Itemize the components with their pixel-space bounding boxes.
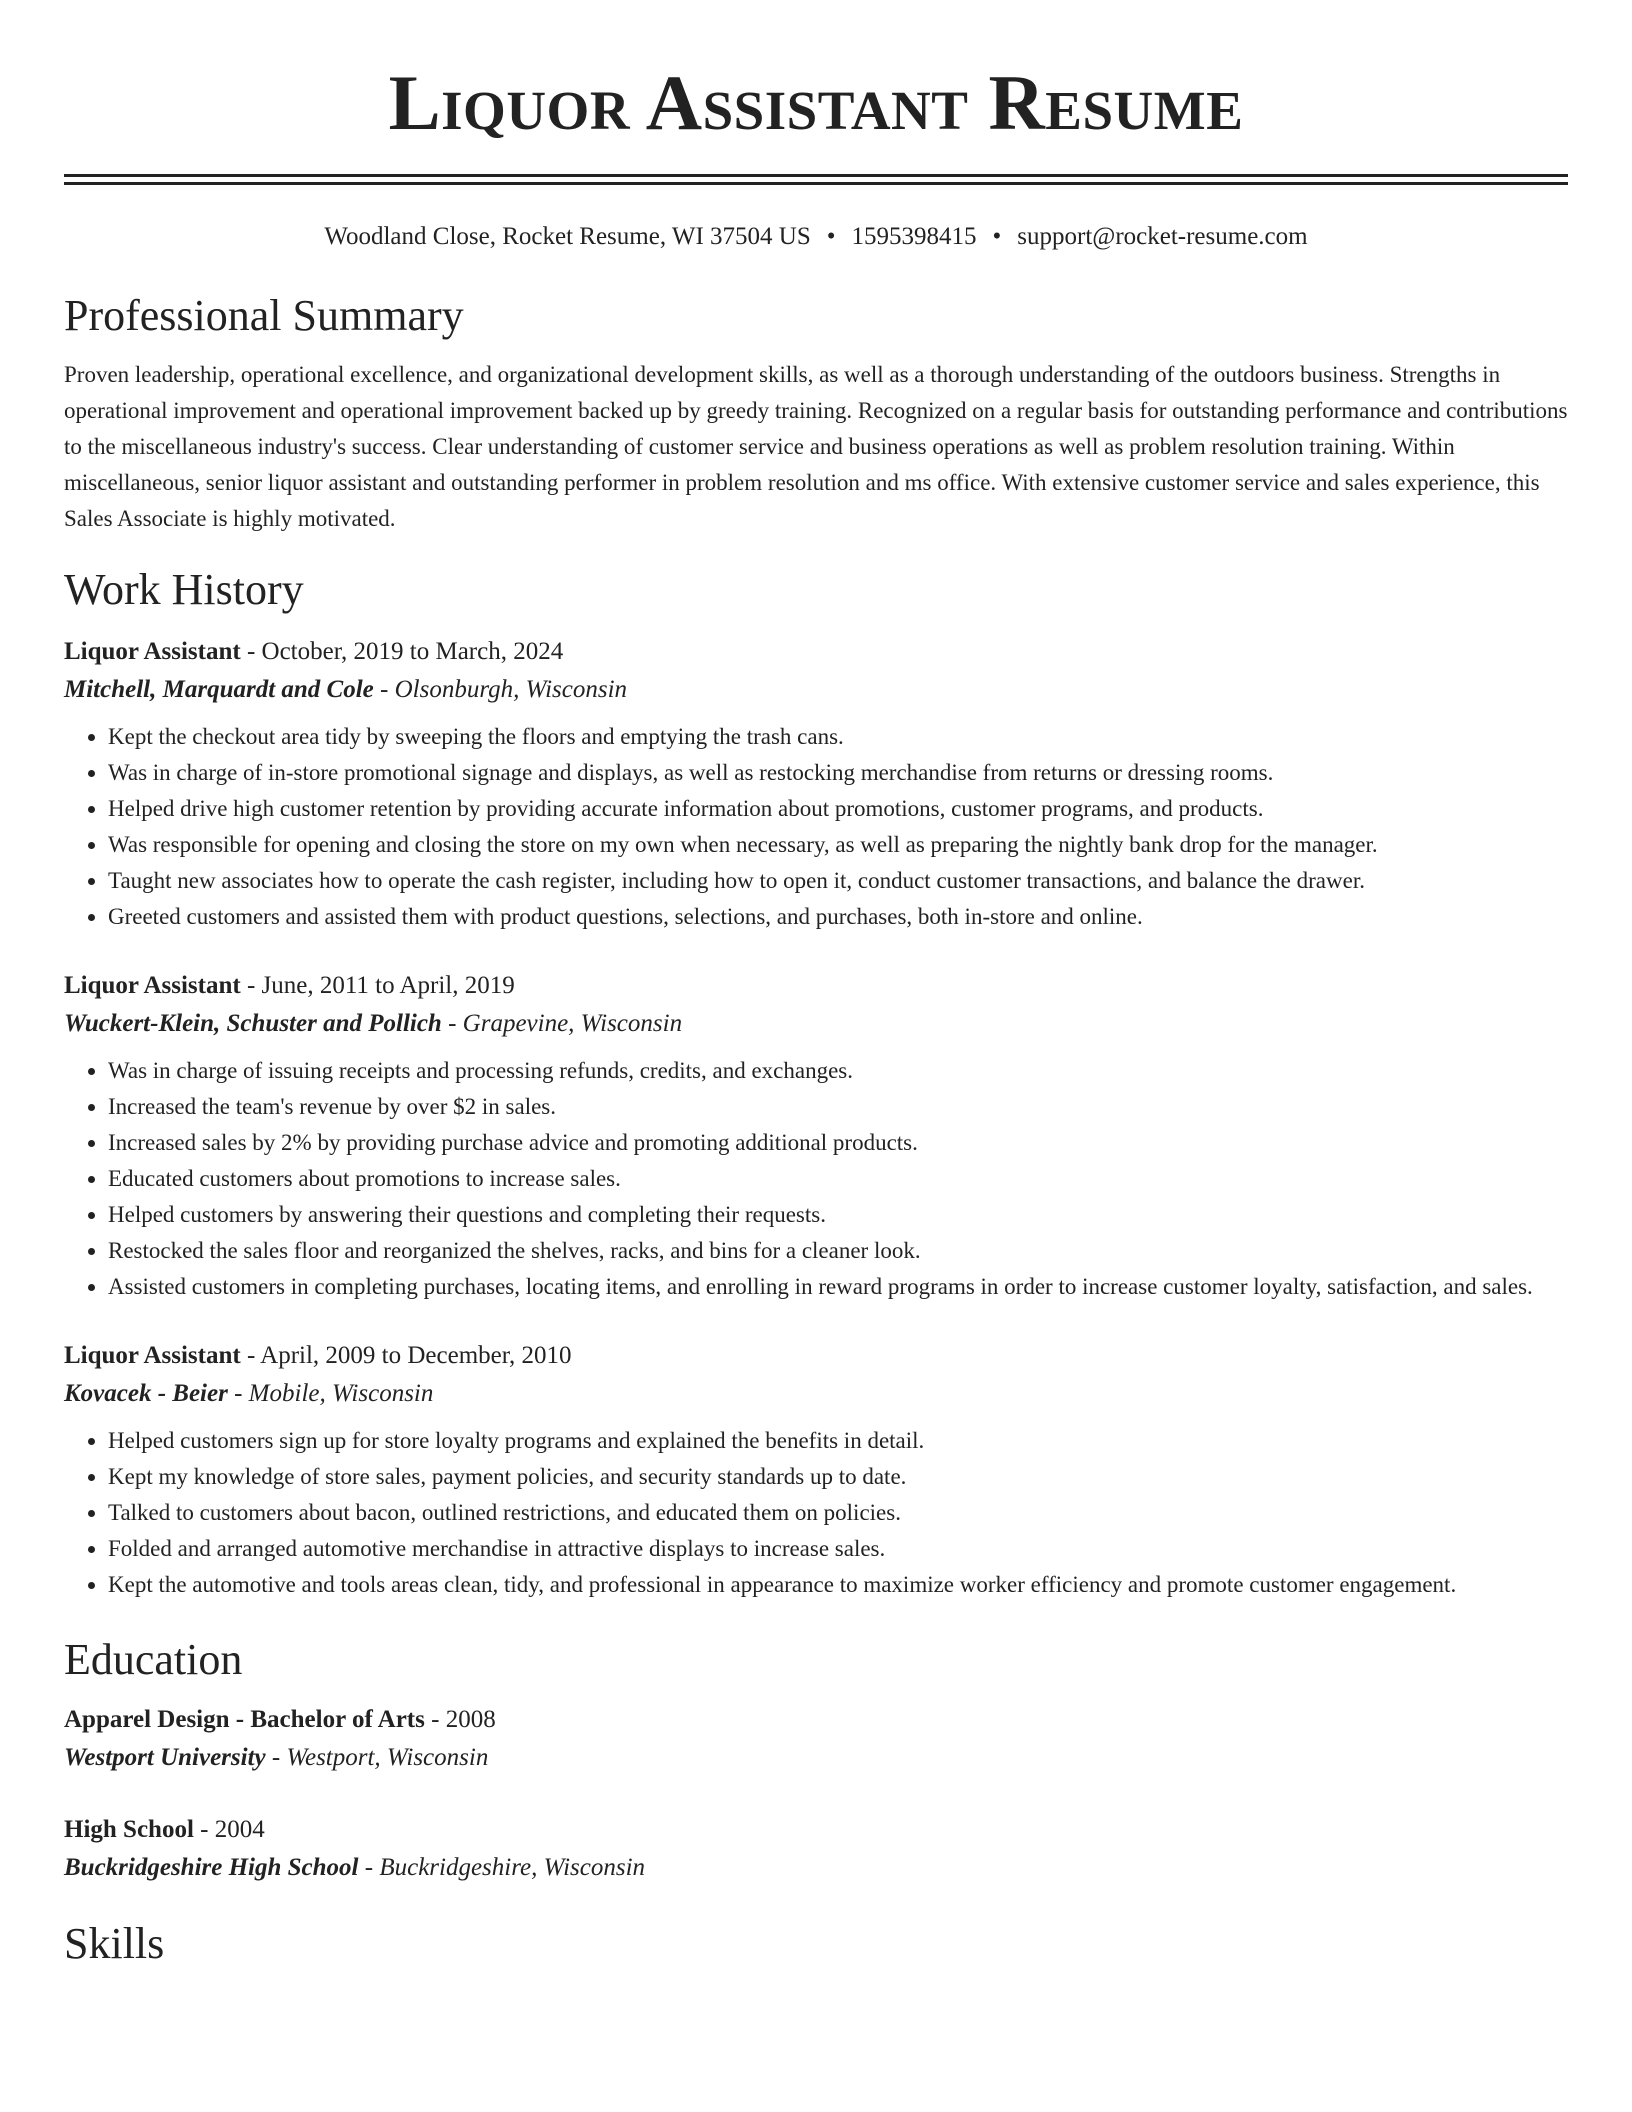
job-dates: - June, 2011 to April, 2019 bbox=[240, 972, 515, 999]
job-bullet: • Assisted customers in completing purchases, locating items, and enrolling in reward programs in order to increase customer loyalty, satisfaction, and sales. bbox=[108, 1269, 1568, 1305]
education-school-line bbox=[64, 1739, 1568, 1777]
job-bullet: • Helped customers sign up for store loyalty programs and explained the benefits in detail. bbox=[108, 1423, 1568, 1459]
skills-heading: Skills bbox=[64, 1919, 165, 1968]
summary-heading: Professional Summary bbox=[64, 291, 464, 340]
education-school: Buckridgeshire High School bbox=[64, 1854, 359, 1881]
job-bullet: • Kept the checkout area tidy by sweeping the floors and emptying the trash cans. bbox=[108, 719, 1568, 755]
job-entry bbox=[64, 967, 1568, 1305]
education-degree-line bbox=[64, 1701, 1568, 1739]
job-title: Liquor Assistant bbox=[64, 972, 241, 999]
job-bullet: • Was responsible for opening and closing the store on my own when necessary, as well as preparing the nightly bank drop for the manager. bbox=[108, 827, 1568, 863]
education-year: - 2008 bbox=[424, 1706, 496, 1733]
education-degree: Apparel Design - Bachelor of Arts bbox=[64, 1706, 425, 1733]
job-company: Wuckert-Klein, Schuster and Pollich bbox=[64, 1010, 442, 1037]
title-double-rule bbox=[64, 174, 1568, 185]
job-dates: - October, 2019 to March, 2024 bbox=[240, 638, 564, 665]
job-company-line bbox=[64, 671, 1568, 709]
summary-text: Proven leadership, operational excellence, and organizational development skills, as well as a thorough understanding of the outdoors business. Strengths in operational improvement and operational improvement backed up by greedy training. Recognized on a regular basis for outstanding performance and contributions to the miscellaneous industry's success. Clear understanding of customer service and business operations as well as problem resolution training. Within miscellaneous, senior liquor assistant and outstanding performer in problem resolution and ms office. With extensive customer service and sales experience, this Sales Associate is highly motivated. bbox=[64, 362, 1568, 531]
job-entry bbox=[64, 633, 1568, 935]
job-bullet: • Was in charge of issuing receipts and processing refunds, credits, and exchanges. bbox=[108, 1053, 1568, 1089]
job-title: Liquor Assistant bbox=[64, 1342, 241, 1369]
job-bullet: • Restocked the sales floor and reorganized the shelves, racks, and bins for a cleaner look. bbox=[108, 1233, 1568, 1269]
education-school-line bbox=[64, 1849, 1568, 1887]
education-degree: High School bbox=[64, 1816, 194, 1843]
job-location: - Grapevine, Wisconsin bbox=[441, 1010, 683, 1037]
work-history-heading: Work History bbox=[64, 565, 304, 614]
job-company: Kovacek - Beier bbox=[64, 1380, 228, 1407]
education-location: - Westport, Wisconsin bbox=[265, 1744, 489, 1771]
contact-line bbox=[64, 221, 1568, 253]
job-title-line bbox=[64, 967, 1568, 1005]
contact-address: Woodland Close, Rocket Resume, WI 37504 US bbox=[324, 223, 811, 250]
job-bullet: • Helped drive high customer retention by providing accurate information about promotions, customer programs, and products. bbox=[108, 791, 1568, 827]
job-bullet: • Folded and arranged automotive merchandise in attractive displays to increase sales. bbox=[108, 1531, 1568, 1567]
job-bullet: • Increased sales by 2% by providing purchase advice and promoting additional products. bbox=[108, 1125, 1568, 1161]
job-bullet: • Increased the team's revenue by over $2 in sales. bbox=[108, 1089, 1568, 1125]
job-bullets bbox=[64, 1053, 1568, 1305]
education-entry bbox=[64, 1811, 1568, 1887]
job-bullet: • Greeted customers and assisted them with product questions, selections, and purchases, both in-store and online. bbox=[108, 899, 1568, 935]
education-year: - 2004 bbox=[193, 1816, 265, 1843]
contact-email: support@rocket-resume.com bbox=[1017, 223, 1308, 250]
job-title-line bbox=[64, 633, 1568, 671]
contact-phone: 1595398415 bbox=[851, 223, 977, 250]
job-entry bbox=[64, 1337, 1568, 1603]
job-title-line bbox=[64, 1337, 1568, 1375]
education-school: Westport University bbox=[64, 1744, 266, 1771]
education-location: - Buckridgeshire, Wisconsin bbox=[358, 1854, 646, 1881]
resume-title: Liquor Assistant Resume bbox=[388, 59, 1244, 146]
job-bullets bbox=[64, 719, 1568, 935]
contact-separator: • bbox=[826, 223, 836, 250]
job-bullet: • Taught new associates how to operate the cash register, including how to open it, conduct customer transactions, and balance the drawer. bbox=[108, 863, 1568, 899]
job-bullet: • Talked to customers about bacon, outlined restrictions, and educated them on policies. bbox=[108, 1495, 1568, 1531]
job-bullets bbox=[64, 1423, 1568, 1603]
job-bullet: • Kept my knowledge of store sales, payment policies, and security standards up to date. bbox=[108, 1459, 1568, 1495]
education-entry bbox=[64, 1701, 1568, 1777]
job-location: - Mobile, Wisconsin bbox=[227, 1380, 434, 1407]
job-bullet: • Helped customers by answering their questions and completing their requests. bbox=[108, 1197, 1568, 1233]
job-company: Mitchell, Marquardt and Cole bbox=[64, 676, 374, 703]
job-location: - Olsonburgh, Wisconsin bbox=[373, 676, 628, 703]
job-bullet: • Kept the automotive and tools areas clean, tidy, and professional in appearance to maximize worker efficiency and promote customer engagement. bbox=[108, 1567, 1568, 1603]
job-bullet: • Was in charge of in-store promotional signage and displays, as well as restocking merchandise from returns or dressing rooms. bbox=[108, 755, 1568, 791]
education-degree-line bbox=[64, 1811, 1568, 1849]
job-bullet: • Educated customers about promotions to increase sales. bbox=[108, 1161, 1568, 1197]
contact-separator: • bbox=[992, 223, 1002, 250]
job-company-line bbox=[64, 1375, 1568, 1413]
job-company-line bbox=[64, 1005, 1568, 1043]
job-title: Liquor Assistant bbox=[64, 638, 241, 665]
education-heading: Education bbox=[64, 1635, 243, 1684]
job-dates: - April, 2009 to December, 2010 bbox=[240, 1342, 572, 1369]
